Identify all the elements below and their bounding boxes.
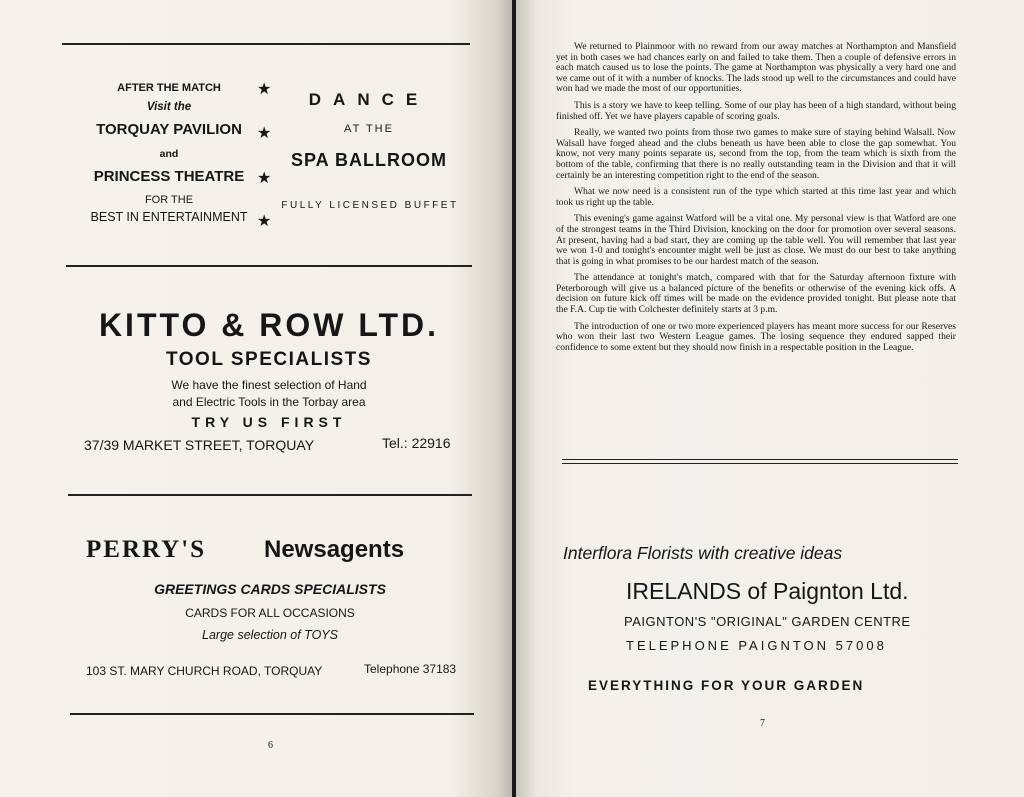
pavilion-text: TORQUAY PAVILION — [96, 121, 242, 138]
article-paragraph: We returned to Plainmoor with no reward from our away matches at Northampton and Mansfield yet in both cases we had chances early on and failed to take them. Then a couple of defensive errors in each match caused us to lose the points. The game at Northampton was physically a very hard one and we came out of it with a number of knocks. The lads stood up well to the circumstances and could have won had we made the most of our opportunities. — [556, 41, 956, 95]
buffet-text: FULLY LICENSED BUFFET — [281, 200, 459, 211]
article-paragraph: The introduction of one or two more experienced players has meant more success for our Reserves who won their last two Western League games. The losing sequence they endured sapped their confidence to some extent but they should now finish in a respectable position in the League. — [556, 320, 956, 353]
at-the-text: AT THE — [344, 123, 394, 135]
and-text: and — [159, 148, 179, 160]
visit-text: Visit the — [146, 101, 192, 113]
perry-line3: Large selection of TOYS — [202, 628, 338, 642]
divider-rule — [68, 494, 472, 496]
for-the-text: FOR THE — [144, 194, 194, 206]
irelands-line2: TELEPHONE PAIGNTON 57008 — [626, 638, 887, 653]
page-number: 7 — [760, 718, 765, 729]
kitto-address: 37/39 MARKET STREET, TORQUAY — [84, 437, 315, 453]
star-icon: ★ — [257, 170, 272, 187]
kitto-slogan: TRY US FIRST — [191, 414, 347, 430]
page-number: 6 — [268, 740, 273, 751]
kitto-desc1: We have the finest selection of Hand — [171, 378, 367, 392]
perry-line2: CARDS FOR ALL OCCASIONS — [185, 606, 355, 620]
kitto-name: KITTO & ROW LTD. — [98, 307, 440, 343]
divider-rule — [562, 459, 958, 460]
article-paragraph: Really, we wanted two points from those two games to make sure of staying behind Walsall. Now Walsall have forged ahead and the clubs beneath us have been able to close the gap somewhat. You know, not very many points separate us, second from the top, from the team which is sixth from the bottom of the table, confirming that there is no really outstanding team in the Division and that it will certainly be an interesting competition right to the end of the season. — [556, 127, 956, 181]
irelands-line1: PAIGNTON'S "ORIGINAL" GARDEN CENTRE — [624, 614, 911, 629]
right-page — [516, 0, 1024, 797]
star-icon: ★ — [257, 213, 272, 230]
irelands-line3: EVERYTHING FOR YOUR GARDEN — [588, 678, 865, 693]
theatre-text: PRINCESS THEATRE — [93, 168, 245, 185]
interflora-tagline: Interflora Florists with creative ideas — [563, 543, 843, 563]
star-icon: ★ — [257, 125, 272, 142]
star-icon: ★ — [257, 81, 272, 98]
article-paragraph: The attendance at tonight's match, compared with that for the Saturday afternoon fixture with Peterborough will give us a balanced picture of the benefits or otherwise of the evening kick offs. A decision on future kick off times will be made on the evidence provided tonight. But please note that the F.A. Cup tie with Colchester definitely starts at 3 p.m. — [556, 272, 956, 316]
divider-rule — [62, 43, 470, 45]
irelands-name: IRELANDS of Paignton Ltd. — [626, 578, 909, 604]
newsagents-text: Newsagents — [264, 536, 405, 563]
article-paragraph: What we now need is a consistent run of the type which started at this time last year and which took us right up the table. — [556, 186, 956, 208]
perry-tel: Telephone 37183 — [364, 662, 457, 676]
kitto-subtitle: TOOL SPECIALISTS — [166, 349, 372, 370]
dance-heading: DANCE — [308, 90, 430, 109]
perry-name: PERRY'S — [86, 536, 207, 563]
perry-line1: GREETINGS CARDS SPECIALISTS — [154, 581, 386, 597]
after-match-text: AFTER THE MATCH — [117, 82, 221, 94]
kitto-tel: Tel.: 22916 — [382, 435, 451, 451]
divider-rule — [66, 265, 472, 267]
article-body — [556, 42, 956, 359]
divider-rule — [70, 713, 474, 715]
ballroom-text: SPA BALLROOM — [291, 150, 447, 170]
entertainment-text: BEST IN ENTERTAINMENT — [90, 210, 248, 224]
divider-rule — [562, 463, 958, 464]
kitto-desc2: and Electric Tools in the Torbay area — [172, 395, 366, 409]
article-paragraph: This is a story we have to keep telling. Some of our play has been of a high standard, without being finished off. Yet we have players capable of scoring goals. — [556, 99, 956, 122]
perry-address: 103 ST. MARY CHURCH ROAD, TORQUAY — [86, 664, 323, 678]
article-paragraph: This evening's game against Watford will be a vital one. My personal view is that Watford are one of the strongest teams in the Third Division, knocking on the door for promotion over several seasons. At present, having had a bad start, they are coming up the table well. You will remember that last year we won 1-0 and tonight's encounter might well be just as close. We must do our best to take anything that is going in what promises to be our hardest match of the season. — [556, 213, 956, 267]
